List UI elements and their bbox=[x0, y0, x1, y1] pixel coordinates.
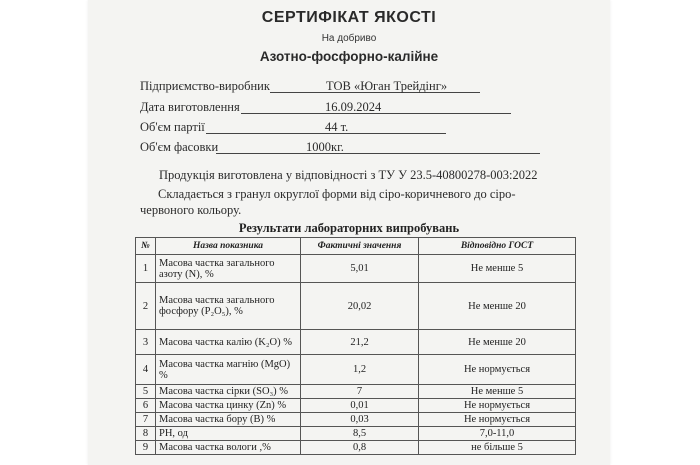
row-number: 2 bbox=[136, 283, 156, 330]
row-number: 6 bbox=[136, 399, 156, 413]
actual-value: 0,03 bbox=[301, 413, 419, 427]
gost-value: Не менше 5 bbox=[419, 255, 576, 283]
gost-value: Не нормується bbox=[419, 399, 576, 413]
gost-value: не більше 5 bbox=[419, 441, 576, 455]
actual-value: 1,2 bbox=[301, 355, 419, 385]
indicator-name: Масова частка вологи ,% bbox=[156, 441, 301, 455]
gost-value: Не менше 20 bbox=[419, 283, 576, 330]
certificate-subtitle: На добриво bbox=[321, 33, 377, 44]
certificate-page bbox=[88, 0, 610, 465]
row-number: 9 bbox=[136, 441, 156, 455]
indicator-name: Масова частка калію (K₂O) % bbox=[156, 330, 301, 355]
results-table bbox=[135, 237, 576, 455]
gost-value: Не менше 20 bbox=[419, 330, 576, 355]
gost-value: 7,0-11,0 bbox=[419, 427, 576, 441]
actual-value: 5,01 bbox=[301, 255, 419, 283]
field-value-packaging-volume: 1000кг. bbox=[306, 140, 344, 154]
row-number: 5 bbox=[136, 385, 156, 399]
gost-value: Не нормується bbox=[419, 413, 576, 427]
table-header-row bbox=[136, 238, 576, 255]
actual-value: 8,5 bbox=[301, 427, 419, 441]
table-row bbox=[136, 413, 576, 427]
column-header-indicator: Назва показника bbox=[156, 238, 301, 255]
certificate-title: СЕРТИФІКАТ ЯКОСТІ bbox=[261, 9, 437, 26]
indicator-name: Масова частка бору (B) % bbox=[156, 413, 301, 427]
results-title: Результати лабораторних випробувань bbox=[238, 221, 460, 235]
table-row bbox=[136, 385, 576, 399]
table-row bbox=[136, 330, 576, 355]
row-number: 1 bbox=[136, 255, 156, 283]
actual-value: 0,8 bbox=[301, 441, 419, 455]
standard-statement: Продукція виготовлена у відповідності з ТУ У 23.5-40800278-003:2022 bbox=[159, 168, 538, 182]
column-header-actual-value: Фактичні значення bbox=[301, 238, 419, 255]
column-header-number: № bbox=[136, 238, 156, 255]
field-label-packaging-volume: Об'єм фасовки bbox=[140, 140, 219, 154]
indicator-name: Масова частка загального фосфору (P₂O₅), % bbox=[156, 283, 301, 330]
table-row bbox=[136, 441, 576, 455]
row-number: 3 bbox=[136, 330, 156, 355]
actual-value: 7 bbox=[301, 385, 419, 399]
actual-value: 0,01 bbox=[301, 399, 419, 413]
table-row bbox=[136, 255, 576, 283]
field-label-batch-volume: Об'єм партії bbox=[140, 120, 205, 134]
row-number: 4 bbox=[136, 355, 156, 385]
description-statement: Складається з гранул округлої форми від сіро-коричневого до сіро-червоного кольору. bbox=[140, 187, 516, 217]
field-value-production-date: 16.09.2024 bbox=[325, 100, 382, 114]
indicator-name: Масова частка магнію (MgO) % bbox=[156, 355, 301, 385]
field-value-batch-volume: 44 т. bbox=[325, 120, 349, 134]
table-row bbox=[136, 427, 576, 441]
table-row bbox=[136, 399, 576, 413]
field-value-manufacturer: ТОВ «Юган Трейдінг» bbox=[326, 79, 448, 93]
column-header-gost: Відповідно ГОСТ bbox=[419, 238, 576, 255]
indicator-name: Масова частка цинку (Zn) % bbox=[156, 399, 301, 413]
gost-value: Не нормується bbox=[419, 355, 576, 385]
gost-value: Не менше 5 bbox=[419, 385, 576, 399]
indicator-name: Масова частка сірки (SO₃) % bbox=[156, 385, 301, 399]
indicator-name: Масова частка загального азоту (N), % bbox=[156, 255, 301, 283]
field-label-manufacturer: Підприємство-виробник bbox=[140, 79, 270, 93]
table-row bbox=[136, 355, 576, 385]
actual-value: 20,02 bbox=[301, 283, 419, 330]
row-number: 8 bbox=[136, 427, 156, 441]
table-row bbox=[136, 283, 576, 330]
row-number: 7 bbox=[136, 413, 156, 427]
actual-value: 21,2 bbox=[301, 330, 419, 355]
product-name: Азотно-фосфорно-калійне bbox=[259, 49, 439, 64]
indicator-name: PH, од bbox=[156, 427, 301, 441]
field-label-production-date: Дата виготовлення bbox=[140, 100, 240, 114]
field-underline bbox=[216, 153, 540, 154]
